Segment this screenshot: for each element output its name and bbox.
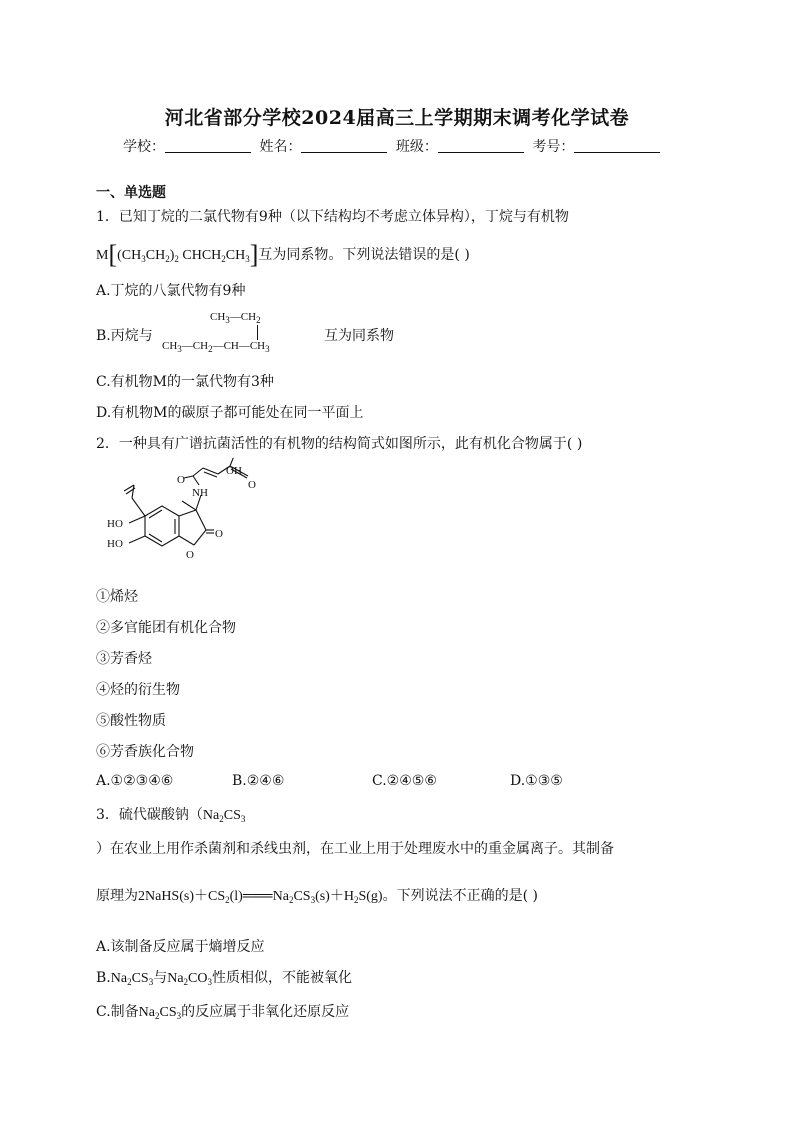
exam-number-blank[interactable] [574,138,660,153]
mol-label-o-amide: O [177,474,185,486]
q3-c-na2cs3: $Na_2CS_3$ [138,1005,182,1021]
q3-option-a[interactable]: A.该制备反应属于熵增反应 [96,939,265,955]
q3-stem-line3: 原理为$2NaHS(s)+CS_2(l)═══Na_2CS_3(s)+H_2S(g)$。下列说法不正确的是( ) [96,888,538,905]
q3-option-c[interactable]: C.制备$Na_2CS_3$的反应属于非氧化还原反应 [96,1004,350,1021]
q2-option-d[interactable]: D.①③⑤ [510,773,563,789]
name-label: 姓名： [259,139,302,155]
mol-label-nh: NH [192,487,208,499]
q2-item-5: ⑤酸性物质 [96,713,166,729]
mol-label-ho-2: HO [107,538,123,550]
q2-item-1: ①烯烃 [96,589,138,605]
q2-option-b[interactable]: B.②④⑥ [232,773,285,789]
q3-b-na2co3: $Na_2CO_3$ [167,971,212,987]
q1-option-d[interactable]: D.有机物M的碳原子都可能处在同一平面上 [96,405,364,421]
q3-na2cs3: $Na_2CS_3$ [202,808,246,824]
q1-option-b[interactable]: B.丙烷与 [96,328,153,344]
mol-label-o-ring: O [186,549,194,561]
q1-struct-bond [257,325,258,340]
q2-molecule-structure [100,458,280,583]
q2-option-c[interactable]: C.②④⑤⑥ [372,773,437,789]
school-blank[interactable] [165,138,251,153]
q3-stem-line1: 3．硫代碳酸钠（$Na_2CS_3$ [96,807,246,824]
mol-label-o-ketone: O [215,528,223,540]
student-info-row [123,136,664,156]
q1-struct-bottom: $CH_3—CH_2—CH—CH_3$ [162,340,270,354]
class-label: 班级： [395,139,438,155]
school-label: 学校： [123,139,165,155]
q1-option-b-tail: 互为同系物 [324,328,394,344]
exam-number-label: 考号： [532,139,575,155]
q2-item-3: ③芳香烃 [96,651,152,667]
q1-option-c[interactable]: C.有机物M的一氯代物有3种 [96,374,274,390]
mol-label-o-acid: O [248,479,256,491]
q2-item-4: ④烃的衍生物 [96,682,180,698]
mol-label-ho-1: HO [107,518,123,530]
page-title: 河北省部分学校2024届高三上学期期末调考化学试卷 [164,107,630,129]
q2-stem: 2．一种具有广谱抗菌活性的有机物的结构简式如图所示，此有机化合物属于( ) [96,436,583,452]
q1-stem-line1: 1．已知丁烷的二氯代物有9种（以下结构均不考虑立体异构），丁烷与有机物 [96,209,569,225]
class-blank[interactable] [438,138,524,153]
benzene-ring [145,506,179,546]
q1-stem-line2: $M[(CH_3CH_2)_2$ $CHCH_2CH_3$]互为同系物。下列说法错误的是( ) [96,240,470,269]
q1-struct-top: $CH_3—CH_2$ [210,311,261,325]
q1-m-formula: $M[(CH_3CH_2)_2$ $CHCH_2CH_3$] [96,240,259,269]
mol-label-oh: OH [226,465,242,477]
q3-b-na2cs3: $Na_2CS_3$ [110,971,154,987]
q1-option-a[interactable]: A.丁烷的八氯代物有9种 [96,283,246,299]
q3-stem-line2: ）在农业上用作杀菌剂和杀线虫剂，在工业上用于处理废水中的重金属离子。其制备 [96,841,614,857]
q2-item-6: ⑥芳香族化合物 [96,744,194,760]
name-blank[interactable] [301,138,387,153]
q3-option-b[interactable]: $B.Na_2CS_3$与$Na_2CO_3$性质相似，不能被氧化 [96,970,352,987]
q2-item-2: ②多官能团有机化合物 [96,620,236,636]
q3-equation: $2NaHS(s)+CS_2(l)═══Na_2CS_3(s)+H_2S(g)$ [138,889,383,905]
section-title: 一、单选题 [96,185,166,201]
q2-option-a[interactable]: A.①②③④⑥ [96,773,174,789]
